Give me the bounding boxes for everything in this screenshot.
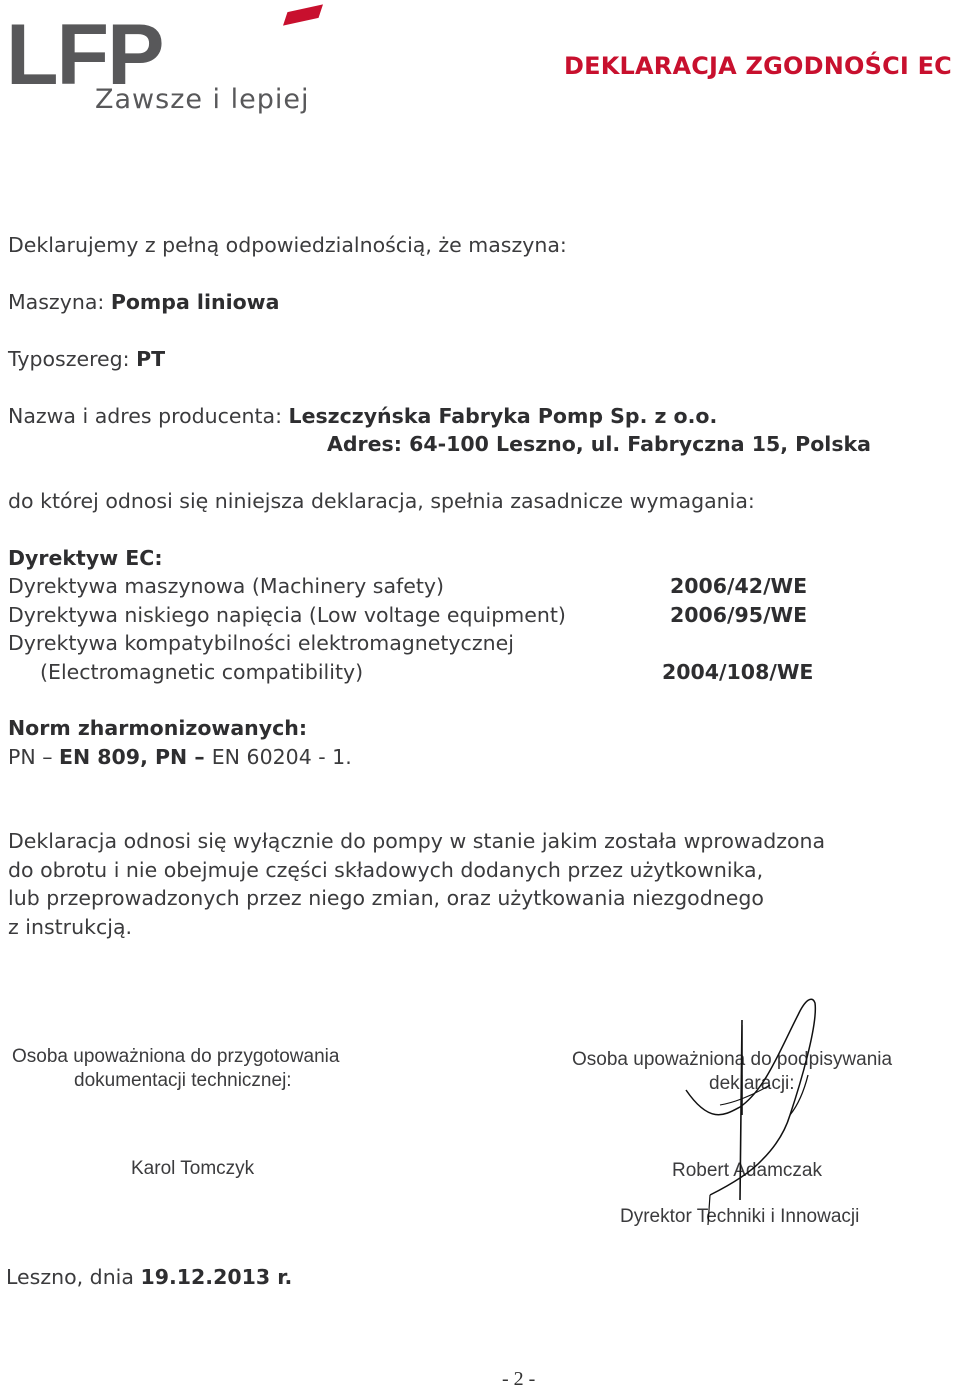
- directive-code: 2006/42/WE: [670, 574, 808, 598]
- series-value: PT: [136, 347, 166, 371]
- compliance-text: do której odnosi się niniejsza deklaracja, spełnia zasadnicze wymagania:: [8, 489, 755, 513]
- machine-value: Pompa liniowa: [110, 290, 280, 314]
- norms-part2: EN 60204 - 1.: [211, 745, 352, 769]
- place-date: [6, 1265, 292, 1289]
- directives-heading: Dyrektyw EC:: [8, 546, 163, 570]
- directive-name: Dyrektywa kompatybilności elektromagnetycznej: [8, 631, 514, 655]
- directive-code: 2004/108/WE: [662, 660, 814, 684]
- series-line: [8, 347, 165, 371]
- manufacturer-line: [8, 404, 717, 428]
- series-label: Typoszereg:: [8, 347, 137, 371]
- manufacturer-name: Leszczyńska Fabryka Pomp Sp. z o.o.: [288, 404, 718, 428]
- place-date-prefix: Leszno, dnia: [6, 1265, 141, 1289]
- logo-accent-mark: [283, 4, 323, 25]
- directive-name-english: (Electromagnetic compatibility): [40, 660, 364, 684]
- right-signatory-name: Robert Adamczak: [672, 1160, 822, 1181]
- right-signatory-position: Dyrektor Techniki i Innowacji: [620, 1206, 860, 1227]
- machine-label: Maszyna:: [8, 290, 111, 314]
- left-signatory-name: Karol Tomczyk: [131, 1158, 255, 1179]
- manufacturer-label: Nazwa i adres producenta:: [8, 404, 289, 428]
- logo-letters: LFP: [6, 7, 163, 103]
- directive-name: Dyrektywa niskiego napięcia (Low voltage equipment): [8, 603, 566, 627]
- manufacturer-address: Adres: 64-100 Leszno, ul. Fabryczna 15, Polska: [327, 432, 871, 456]
- signing-date: 19.12.2013 r.: [140, 1265, 293, 1289]
- right-role-line2: deklaracji:: [709, 1073, 795, 1094]
- disclaimer-line: z instrukcją.: [8, 915, 133, 939]
- right-role-line1: Osoba upoważniona do podpisywania: [572, 1049, 893, 1070]
- machine-line: [8, 290, 279, 314]
- intro-text: Deklarujemy z pełną odpowiedzialnością, że maszyna:: [8, 233, 567, 257]
- norms-part1: EN 809, PN –: [58, 745, 212, 769]
- norms-prefix: PN –: [8, 745, 59, 769]
- directive-code: 2006/95/WE: [670, 603, 808, 627]
- left-role-line1: Osoba upoważniona do przygotowania: [12, 1046, 340, 1067]
- left-role-line2: dokumentacji technicznej:: [74, 1070, 292, 1091]
- disclaimer-line: lub przeprowadzonych przez niego zmian, oraz użytkowania niezgodnego: [8, 886, 764, 910]
- disclaimer-line: Deklaracja odnosi się wyłącznie do pompy w stanie jakim została wprowadzona: [8, 829, 826, 853]
- document-title: DEKLARACJA ZGODNOŚCI EC: [563, 52, 952, 80]
- norms-line: [8, 745, 352, 769]
- disclaimer-line: do obrotu i nie obejmuje części składowych dodanych przez użytkownika,: [8, 858, 764, 882]
- page-number: - 2 -: [502, 1368, 536, 1390]
- handwritten-signature: [680, 995, 840, 1230]
- directive-name: Dyrektywa maszynowa (Machinery safety): [8, 574, 445, 598]
- logo-tagline: Zawsze i lepiej: [95, 84, 310, 115]
- norms-heading: Norm zharmonizowanych:: [8, 716, 308, 740]
